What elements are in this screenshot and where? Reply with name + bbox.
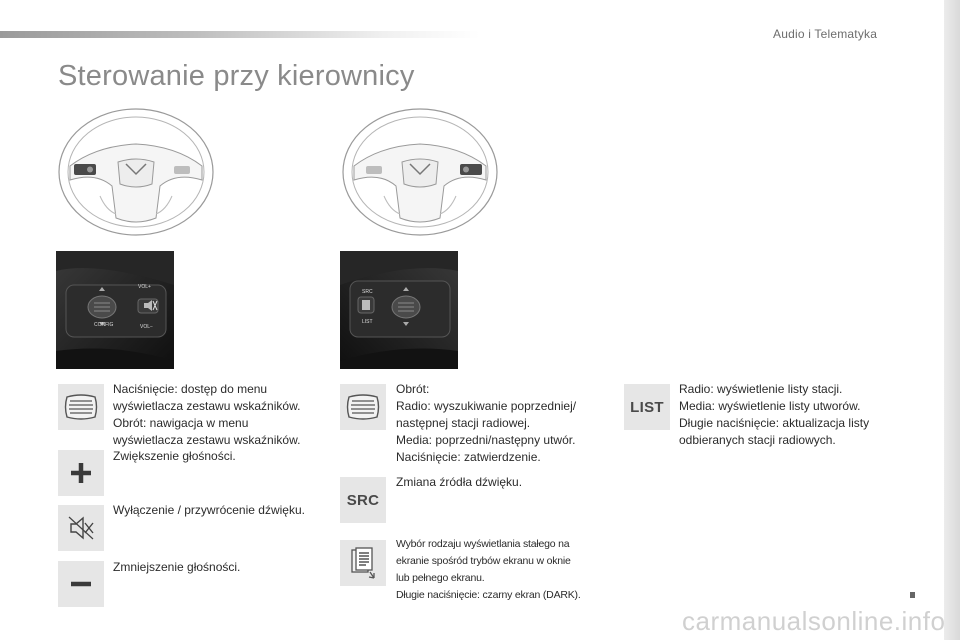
- list-closeup-label: LIST: [362, 319, 373, 325]
- volume-down-description: Zmniejszenie głośności.: [113, 560, 241, 574]
- page-title: Sterowanie przy kierownicy: [58, 60, 415, 92]
- left-thumbwheel-description: Naciśnięcie: dostęp do menu wyświetlacza zestawu wskaźników. Obrót: nawigacja w menu wyświetlacza zestawu wskaźników.: [113, 382, 301, 447]
- mute-description: Wyłączenie / przywrócenie dźwięku.: [113, 503, 305, 517]
- src-icon: [340, 477, 386, 523]
- list-icon: [624, 384, 670, 430]
- right-controls-closeup: [340, 251, 458, 369]
- config-label: CONFIG: [94, 322, 114, 328]
- vol-plus-label: VOL+: [138, 284, 151, 290]
- watermark: carmanualsonline.info: [682, 606, 946, 636]
- vol-minus-label: VOL−: [140, 324, 153, 330]
- page-marker: [910, 592, 915, 598]
- left-controls-closeup: [56, 251, 174, 369]
- display-mode-description: Wybór rodzaju wyświetlania stałego na ekranie spośród trybów ekranu w oknie lub pełnego ekranu. Długie naciśnięcie: czarny ekran (DARK).: [396, 538, 581, 601]
- header-rule: [0, 31, 480, 38]
- minus-icon: [58, 561, 104, 607]
- list-icon-label: LIST: [630, 398, 664, 416]
- steering-wheel-left-illustration: [56, 106, 216, 238]
- section-label: Audio i Telematyka: [773, 27, 878, 41]
- plus-icon: [58, 450, 104, 496]
- list-description: Radio: wyświetlenie listy stacji. Media: wyświetlenie listy utworów. Długie naciśnięcie: aktualizacja listy odbieranych stacji radiowych.: [679, 382, 870, 447]
- display-mode-icon: [340, 540, 386, 586]
- middle-thumbwheel-description: Obrót: Radio: wyszukiwanie poprzedniej/ następnej stacji radiowej. Media: poprzedni/następny utwór. Naciśnięcie: zatwierdzenie.: [396, 382, 577, 464]
- volume-up-description: Zwiększenie głośności.: [113, 449, 236, 463]
- steering-wheel-right-illustration: [340, 106, 500, 238]
- src-closeup-label: SRC: [362, 289, 373, 295]
- src-icon-label: SRC: [346, 491, 380, 509]
- thumbwheel-icon: [340, 384, 386, 430]
- source-description: Zmiana źródła dźwięku.: [396, 475, 523, 489]
- page-edge-band: [944, 0, 960, 640]
- thumbwheel-icon: [58, 384, 104, 430]
- mute-icon: [58, 505, 104, 551]
